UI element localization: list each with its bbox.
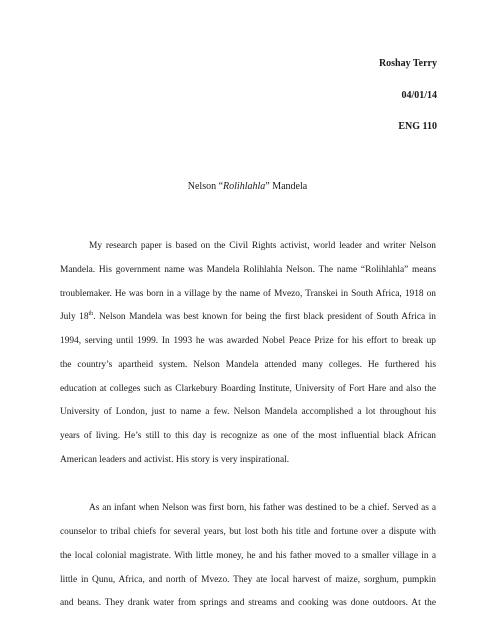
paragraph-2-line-3: the local colonial magistrate. With little money, he and his father moved to a smaller village in a <box>60 551 436 561</box>
paragraph-2-line-2: counselor to tribal chiefs for several years, but lost both his title and fortune over a dispute with <box>60 527 436 537</box>
paragraph-1-line-6: the country’s apartheid system. Nelson Mandela attended many colleges. He furthered his <box>60 360 436 370</box>
title-part-after: ” Mandela <box>265 181 308 192</box>
title-part-before: Nelson “ <box>187 181 224 192</box>
paragraph-1-line-8: University of London, just to name a few. Nelson Mandela accomplished a lot throughout his <box>60 407 436 417</box>
paragraph-1-line-3: troublemaker. He was born in a village by the name of Mvezo, Transkei in South Africa, 1918 on <box>60 289 436 299</box>
paragraph-1-line-9: years of living. He’s still to this day is recognize as one of the most influential black African <box>60 431 436 441</box>
title-part-italic: Rolihlahla <box>223 181 266 192</box>
paragraph-2-line-1: As an infant when Nelson was first born, his father was destined to be a chief. Served as a <box>89 503 436 513</box>
document-date: 04/01/14 <box>401 90 437 101</box>
paragraph-2-line-4: little in Qunu, Africa, and north of Mvezo. They ate local harvest of maize, sorghum, pumpkin <box>60 575 436 585</box>
july-date-text: July 18 <box>60 312 89 322</box>
paragraph-1-line-4 <box>60 311 436 323</box>
document-title <box>0 181 495 192</box>
course-code: ENG 110 <box>398 121 437 132</box>
paragraph-1-line-2: Mandela. His government name was Mandela Rolihlahla Nelson. The name “Rolihlahla” means <box>60 265 436 275</box>
author-name: Roshay Terry <box>378 58 437 69</box>
paragraph-1-line-7: education at colleges such as Clarkebury Boarding Institute, University of Fort Hare and also the <box>60 384 436 394</box>
july-date-suffix: th <box>88 310 94 317</box>
paragraph-2-line-5: and beans. They drank water from springs and streams and cooking was done outdoors. At the <box>60 598 436 608</box>
paragraph-1-line-10: American leaders and activist. His story is very inspirational. <box>60 455 290 465</box>
july-line-rest: . Nelson Mandela was best known for being the first black president of South Africa in <box>93 312 436 322</box>
paragraph-1-line-1: My research paper is based on the Civil Rights activist, world leader and writer Nelson <box>89 241 436 251</box>
paragraph-1-line-5: 1994, serving until 1999. In 1993 he was awarded Nobel Peace Prize for his effort to break up <box>60 336 436 346</box>
